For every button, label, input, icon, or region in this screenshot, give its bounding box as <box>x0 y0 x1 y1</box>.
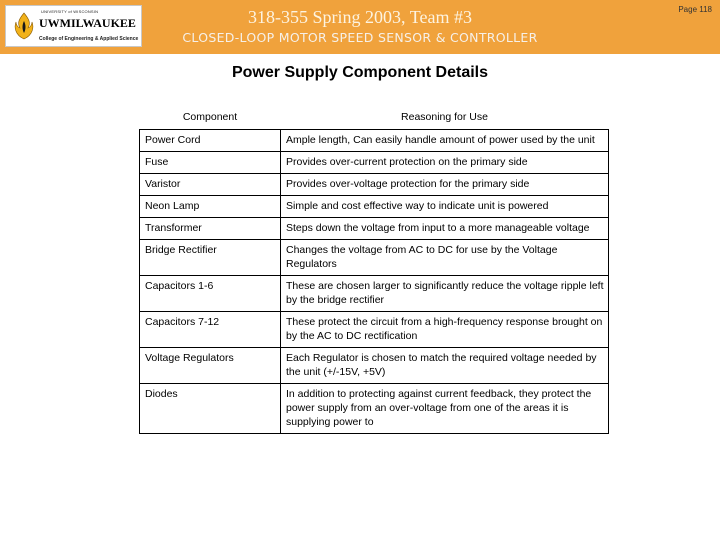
table-row <box>140 174 609 196</box>
component-cell: Transformer <box>140 218 281 240</box>
column-header-reasoning: Reasoning for Use <box>281 108 609 130</box>
uwm-flame-icon <box>13 11 35 41</box>
table-header-row <box>140 108 609 130</box>
component-table <box>139 108 609 434</box>
table-row <box>140 276 609 312</box>
table-row <box>140 218 609 240</box>
table-row <box>140 312 609 348</box>
header-band <box>0 0 720 54</box>
component-cell: Power Cord <box>140 130 281 152</box>
reason-cell: These protect the circuit from a high-frequency response brought on by the AC to DC rectification <box>281 312 609 348</box>
reason-cell: Ample length, Can easily handle amount of power used by the unit <box>281 130 609 152</box>
reason-cell: Changes the voltage from AC to DC for use by the Voltage Regulators <box>281 240 609 276</box>
reason-cell: Provides over-voltage protection for the primary side <box>281 174 609 196</box>
component-cell: Neon Lamp <box>140 196 281 218</box>
component-cell: Diodes <box>140 384 281 434</box>
reason-cell: In addition to protecting against current feedback, they protect the power supply from an over-voltage from one of the areas it is supplying power to <box>281 384 609 434</box>
table-row <box>140 196 609 218</box>
component-cell: Fuse <box>140 152 281 174</box>
university-logo <box>5 5 142 47</box>
component-cell: Varistor <box>140 174 281 196</box>
reason-cell: Simple and cost effective way to indicate unit is powered <box>281 196 609 218</box>
component-cell: Bridge Rectifier <box>140 240 281 276</box>
header-subtitle: CLOSED-LOOP MOTOR SPEED SENSOR & CONTROLLER <box>182 30 538 45</box>
table-row <box>140 130 609 152</box>
column-header-component: Component <box>140 108 281 130</box>
component-cell: Voltage Regulators <box>140 348 281 384</box>
component-cell: Capacitors 7-12 <box>140 312 281 348</box>
logo-university-small: UNIVERSITY of WISCONSIN <box>41 9 99 14</box>
page-number: Page 118 <box>678 5 712 14</box>
logo-university-main: UWMILWAUKEE <box>39 16 136 30</box>
reason-cell: These are chosen larger to significantly reduce the voltage ripple left by the bridge rectifier <box>281 276 609 312</box>
component-cell: Capacitors 1-6 <box>140 276 281 312</box>
table-row <box>140 348 609 384</box>
section-title: Power Supply Component Details <box>231 64 489 81</box>
header-title: 318-355 Spring 2003, Team #3 <box>248 7 472 27</box>
reason-cell: Steps down the voltage from input to a more manageable voltage <box>281 218 609 240</box>
logo-college: College of Engineering & Applied Science <box>39 36 139 42</box>
reason-cell: Each Regulator is chosen to match the required voltage needed by the unit (+/-15V, +5V) <box>281 348 609 384</box>
table-row <box>140 384 609 434</box>
table-row <box>140 240 609 276</box>
reason-cell: Provides over-current protection on the primary side <box>281 152 609 174</box>
table-row <box>140 152 609 174</box>
